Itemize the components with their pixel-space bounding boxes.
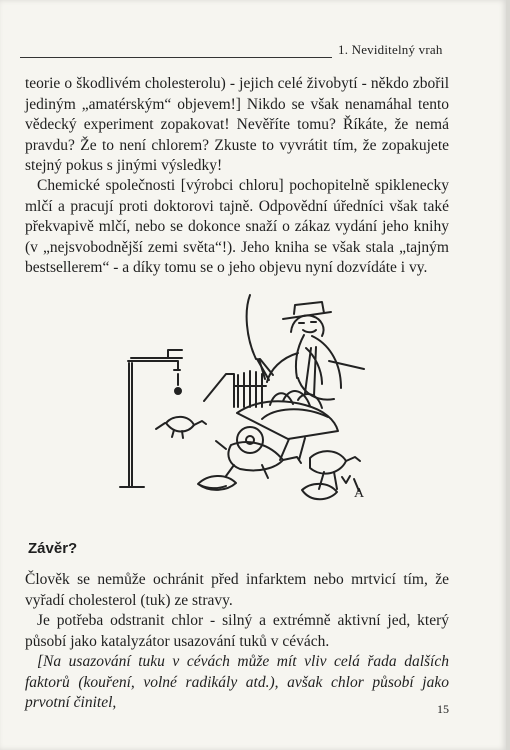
cartoon-farmer-with-chickens-illustration [108,275,384,517]
paragraph-2: Chemické společnosti [výrobci chloru] pochopitelně spiklenecky mlčí a pracují proti doktorovi tajně. Odpovědní úředníci však také překvapivě mlčí, nebo se dokonce snaží o zákaz vydání jeho knihy (v „nejsvobodnější zemi světa“!). Jeho kniha se však stala „tajným bestsellerem“ - a díky tomu se o jeho objevu nyní dozvídáte i vy. [25,177,449,277]
section-heading: Závěr? [28,540,78,557]
paragraph-1: teorie o škodlivém cholesterolu) - jejich celé živobytí - někdo zbořil jediným „amatérským“ objevem!] Nikdo se však nenamáhal tento vědecký experiment zopakovat! Nevěříte tomu? Říkáte, že nemá pravdu? Že to není chlorem? Zkuste to vyvrátit tím, že zopakujete stejný pokus s jinými výsledky! [25,75,449,175]
running-title: 1. Neviditelný vrah [338,42,443,57]
conclusion-paragraph-1: Člověk se nemůže ochránit před infarktem nebo mrtvicí tím, že vyřadí cholesterol (tuk) ze stravy. [25,571,449,609]
conclusion-paragraph-3: [Na usazování tuku v cévách může mít vliv celá řada dalších faktorů (kouření, volné radikály atd.), avšak chlor působí jako prvotní činitel, [25,653,449,712]
page-number: 15 [437,702,449,716]
header-rule [20,57,332,58]
illustration-svg [108,275,384,517]
illustrator-signature: A [354,486,365,501]
conclusion-paragraph-2: Je potřeba odstranit chlor - silný a extrémně aktivní jed, který působí jako katalyzátor usazování tuků v cévách. [25,612,449,650]
